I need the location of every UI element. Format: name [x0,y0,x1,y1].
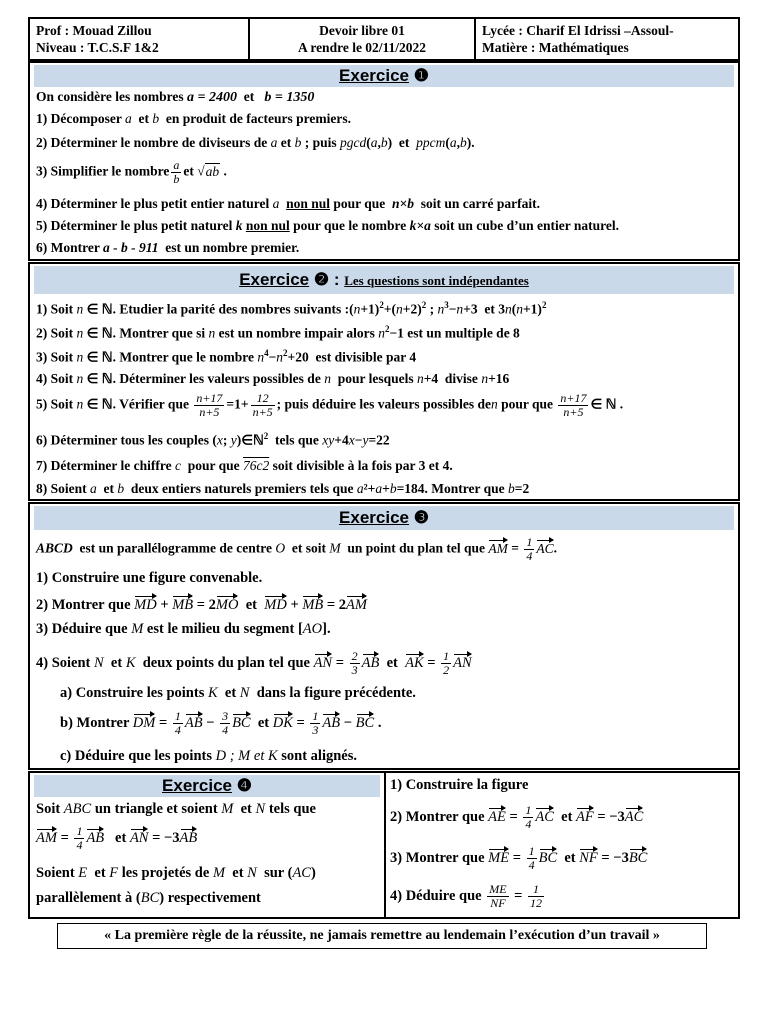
ex4-r1: 1) Construire la figure [390,777,529,793]
ex4-l4: parallèlement à (BC) respectivement [36,890,261,906]
header-school-cell [474,19,738,59]
exercise-4-statement [30,773,386,917]
header-teacher-cell [30,19,248,59]
exercise-3-title: Exercice ❸ [34,506,734,530]
ex3-q3: 3) Déduire que M est le milieu du segment [AO]. [36,621,331,637]
exercise-1-title: Exercice ❶ [34,65,734,87]
ex4-l3: Soient E et F les projetés de M et N sur (AC) [36,865,316,881]
ex4-l2: AM = $\frac{1}{4}$ AB et AN = −3AB [36,824,198,852]
exercise-4-title: Exercice ❹ [34,775,380,797]
due-date: A rendre le 02/11/2022 [297,40,427,55]
ex4-r4: 4) Déduire que $\frac{ME}{NF}$ = $\frac{1}{12}$ [390,882,543,910]
school-name: Lycée : Charif El Idrissi –Assoul- [482,23,674,38]
ex2-q2: 2) Soit n ∈ ℕ. Montrer que si n est un nombre impair alors $n^2-1$ est un multiple de 8 [36,324,520,341]
ex2-q7: 7) Déterminer le chiffre c pour que 76c2 soit divisible à la fois par 3 et 4. [36,458,453,473]
exercise-2 [28,262,740,501]
ex3-intro: ABCD est un parallélogramme de centre O et soit M un point du plan tel que AM = $\frac{1}{4}$ AC. [36,535,558,563]
ex2-q8: 8) Soient a et b deux entiers naturels premiers tels que a²+a+b=184. Montrer que b=2 [36,481,530,496]
ex4-l1: Soit ABC un triangle et soient M et N tels que [36,801,316,817]
teacher-name: Prof : Mouad Zillou [36,23,152,38]
ex2-q1: 1) Soit n ∈ ℕ. Etudier la parité des nombres suivants $:(n+1)^2+(n+2)^2$ ; $n^3-n+3$ et $3n(n+1)^2$ [36,300,547,317]
motivational-quote: « La première règle de la réussite, ne jamais remettre au lendemain l’exécution d’un travail » [57,923,707,949]
ex1-q4: 4) Déterminer le plus petit entier naturel a non nul pour que n×b soit un carré parfait. [36,196,540,211]
ex1-intro: On considère les nombres a = 2400 et b = 1350 [36,89,315,105]
exercise-1 [28,61,740,261]
ex3-q4: 4) Soient N et K deux points du plan tel que AN = $\frac{2}{3}$ AB et AK = $\frac{1}{2}$ AN [36,649,472,677]
ex3-qc: c) Déduire que les points D ; M et K sont alignés. [60,748,358,764]
exercise-4 [28,771,740,919]
ex2-q3: 3) Soit n ∈ ℕ. Montrer que le nombre $n^4-n^2+20$ est divisible par 4 [36,348,417,365]
ex2-q6: 6) Déterminer tous les couples (x; y)∈ℕ$^2$ tels que xy+4x−y=22 [36,431,390,448]
ex1-q1: 1) Décomposer a et b en produit de facteurs premiers. [36,111,351,126]
ex3-qb: b) Montrer DM = $\frac{1}{4}$ AB − $\frac{3}{4}$ BC et DK = $\frac{1}{3}$ AB − BC . [60,709,382,737]
subject: Matière : Mathématiques [482,40,629,55]
ex1-q6: 6) Montrer a - b - 911 est un nombre premier. [36,240,300,255]
header-table [28,17,740,61]
ex2-q4: 4) Soit n ∈ ℕ. Déterminer les valeurs possibles de n pour lesquels n+4 divise n+16 [36,371,510,386]
level: Niveau : T.C.S.F 1&2 [36,40,159,55]
ex4-r3: 3) Montrer que ME = $\frac{1}{4}$ BC et NF = −3BC [390,844,648,872]
ex2-q5: 5) Soit n ∈ ℕ. Vérifier que $\frac{n+17}{n+5}$ =1+ $\frac{12}{n+5}$ ; puis déduire les valeurs possibles den pour que $\frac{n+17}{n+5}$ ∈ ℕ . [36,391,624,419]
assignment-title: Devoir libre 01 [319,23,405,38]
ex3-q1: 1) Construire une figure convenable. [36,570,263,586]
exercise-2-title: Exercice ❷ : Les questions sont indépendantes [34,266,734,294]
header-assignment-cell [248,19,474,59]
ex3-qa: a) Construire les points K et N dans la figure précédente. [60,685,416,701]
ex4-r2: 2) Montrer que AE = $\frac{1}{4}$ AC et AF = −3AC [390,803,644,831]
ex1-q2: 2) Déterminer le nombre de diviseurs de a et b ; puis pgcd(a,b) et ppcm(a,b). [36,135,475,150]
ex1-q5: 5) Déterminer le plus petit naturel k non nul pour que le nombre k×a soit un cube d’un entier naturel. [36,218,620,233]
ex1-q3: 3) Simplifier le nombre $\frac{a}{b}$ et √ab . [36,158,227,186]
exercise-3 [28,502,740,770]
ex3-q2: 2) Montrer que MD + MB = 2MO et MD + MB = 2AM [36,597,367,613]
